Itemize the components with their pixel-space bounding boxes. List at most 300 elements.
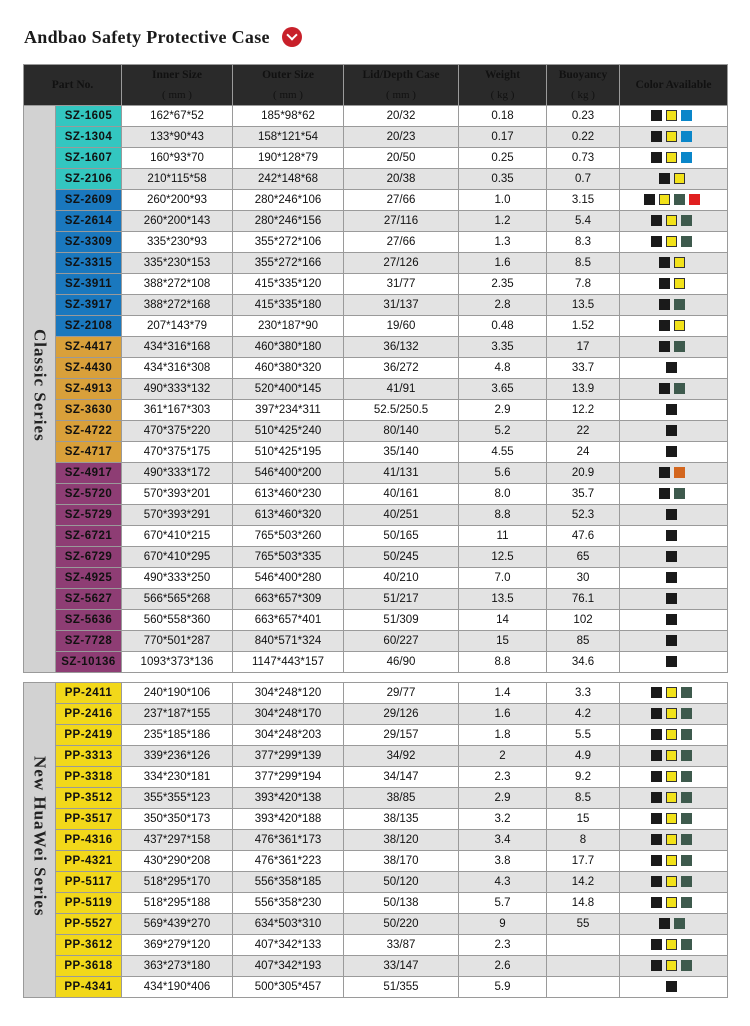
buoyancy-cell: 8.3 bbox=[547, 232, 620, 253]
inner-cell: 518*295*170 bbox=[122, 872, 233, 893]
color-available-cell bbox=[620, 893, 728, 914]
buoyancy-cell: 13.9 bbox=[547, 379, 620, 400]
color-available-cell bbox=[620, 568, 728, 589]
inner-cell: 363*273*180 bbox=[122, 956, 233, 977]
buoyancy-cell: 7.8 bbox=[547, 274, 620, 295]
color-available-cell bbox=[620, 725, 728, 746]
weight-cell: 1.6 bbox=[459, 704, 547, 725]
lid-cell: 33/87 bbox=[344, 935, 459, 956]
blue-color-swatch bbox=[681, 110, 692, 121]
buoyancy-cell: 4.9 bbox=[547, 746, 620, 767]
black-color-swatch bbox=[651, 771, 662, 782]
buoyancy-cell: 85 bbox=[547, 631, 620, 652]
weight-cell: 0.25 bbox=[459, 148, 547, 169]
inner-cell: 770*501*287 bbox=[122, 631, 233, 652]
part-number-cell: SZ-5729 bbox=[56, 505, 122, 526]
black-color-swatch bbox=[651, 152, 662, 163]
part-number-cell: PP-3612 bbox=[56, 935, 122, 956]
part-number-cell: SZ-3630 bbox=[56, 400, 122, 421]
lid-cell: 40/210 bbox=[344, 568, 459, 589]
part-number-cell: SZ-5636 bbox=[56, 610, 122, 631]
inner-cell: 569*439*270 bbox=[122, 914, 233, 935]
part-number-cell: SZ-1605 bbox=[56, 106, 122, 127]
lid-cell: 36/272 bbox=[344, 358, 459, 379]
color-available-cell bbox=[620, 190, 728, 211]
black-color-swatch bbox=[659, 257, 670, 268]
outer-cell: 355*272*106 bbox=[233, 232, 344, 253]
yellow-color-swatch bbox=[666, 897, 677, 908]
green-color-swatch bbox=[681, 708, 692, 719]
lid-cell: 50/120 bbox=[344, 872, 459, 893]
weight-cell: 1.4 bbox=[459, 683, 547, 704]
outer-cell: 460*380*180 bbox=[233, 337, 344, 358]
weight-cell: 0.18 bbox=[459, 106, 547, 127]
inner-cell: 518*295*188 bbox=[122, 893, 233, 914]
outer-cell: 476*361*173 bbox=[233, 830, 344, 851]
yellow-color-swatch bbox=[666, 813, 677, 824]
color-available-cell bbox=[620, 547, 728, 568]
black-color-swatch bbox=[651, 792, 662, 803]
black-color-swatch bbox=[666, 425, 677, 436]
lid-cell: 36/132 bbox=[344, 337, 459, 358]
color-available-cell bbox=[620, 610, 728, 631]
part-number-cell: SZ-5627 bbox=[56, 589, 122, 610]
lid-cell: 19/60 bbox=[344, 316, 459, 337]
inner-cell: 260*200*93 bbox=[122, 190, 233, 211]
table-row bbox=[24, 148, 728, 169]
green-color-swatch bbox=[674, 383, 685, 394]
buoyancy-cell: 13.5 bbox=[547, 295, 620, 316]
outer-cell: 415*335*180 bbox=[233, 295, 344, 316]
table-row bbox=[24, 893, 728, 914]
table-row bbox=[24, 652, 728, 673]
outer-cell: 393*420*138 bbox=[233, 788, 344, 809]
black-color-swatch bbox=[651, 960, 662, 971]
table-row bbox=[24, 442, 728, 463]
black-color-swatch bbox=[666, 635, 677, 646]
outer-cell: 613*460*320 bbox=[233, 505, 344, 526]
inner-cell: 1093*373*136 bbox=[122, 652, 233, 673]
black-color-swatch bbox=[666, 593, 677, 604]
black-color-swatch bbox=[666, 509, 677, 520]
lid-cell: 31/77 bbox=[344, 274, 459, 295]
weight-cell: 15 bbox=[459, 631, 547, 652]
buoyancy-cell bbox=[547, 977, 620, 998]
header-part-no: Part No. bbox=[24, 65, 122, 106]
inner-cell: 434*316*168 bbox=[122, 337, 233, 358]
part-number-cell: SZ-4913 bbox=[56, 379, 122, 400]
outer-cell: 663*657*309 bbox=[233, 589, 344, 610]
table-row bbox=[24, 935, 728, 956]
color-available-cell bbox=[620, 463, 728, 484]
color-available-cell bbox=[620, 589, 728, 610]
black-color-swatch bbox=[666, 981, 677, 992]
color-available-cell bbox=[620, 683, 728, 704]
color-available-cell bbox=[620, 914, 728, 935]
header-lid-depth: Lid/Depth Case ( mm ) bbox=[344, 65, 459, 106]
black-color-swatch bbox=[644, 194, 655, 205]
weight-cell: 14 bbox=[459, 610, 547, 631]
outer-cell: 415*335*120 bbox=[233, 274, 344, 295]
buoyancy-cell: 30 bbox=[547, 568, 620, 589]
lid-cell: 31/137 bbox=[344, 295, 459, 316]
black-color-swatch bbox=[651, 215, 662, 226]
color-available-cell bbox=[620, 379, 728, 400]
part-number-cell: SZ-3309 bbox=[56, 232, 122, 253]
lid-cell: 38/170 bbox=[344, 851, 459, 872]
weight-cell: 0.48 bbox=[459, 316, 547, 337]
table-row bbox=[24, 746, 728, 767]
black-color-swatch bbox=[659, 918, 670, 929]
weight-cell: 2.6 bbox=[459, 956, 547, 977]
outer-cell: 304*248*170 bbox=[233, 704, 344, 725]
lid-cell: 50/138 bbox=[344, 893, 459, 914]
inner-cell: 160*93*70 bbox=[122, 148, 233, 169]
green-color-swatch bbox=[674, 341, 685, 352]
page-title bbox=[24, 24, 302, 50]
yellow-color-swatch bbox=[666, 750, 677, 761]
color-available-cell bbox=[620, 767, 728, 788]
buoyancy-cell: 12.2 bbox=[547, 400, 620, 421]
buoyancy-cell: 3.15 bbox=[547, 190, 620, 211]
table-row bbox=[24, 211, 728, 232]
color-available-cell bbox=[620, 526, 728, 547]
part-number-cell: SZ-4430 bbox=[56, 358, 122, 379]
yellow-color-swatch bbox=[666, 771, 677, 782]
outer-cell: 355*272*166 bbox=[233, 253, 344, 274]
lid-cell: 40/161 bbox=[344, 484, 459, 505]
lid-cell: 41/131 bbox=[344, 463, 459, 484]
color-available-cell bbox=[620, 505, 728, 526]
weight-cell: 5.2 bbox=[459, 421, 547, 442]
outer-cell: 407*342*133 bbox=[233, 935, 344, 956]
inner-cell: 335*230*153 bbox=[122, 253, 233, 274]
yellow-color-swatch bbox=[666, 236, 677, 247]
part-number-cell: SZ-1607 bbox=[56, 148, 122, 169]
part-number-cell: PP-2416 bbox=[56, 704, 122, 725]
buoyancy-cell: 24 bbox=[547, 442, 620, 463]
buoyancy-cell: 8.5 bbox=[547, 788, 620, 809]
color-available-cell bbox=[620, 127, 728, 148]
table-row bbox=[24, 190, 728, 211]
table-row bbox=[24, 421, 728, 442]
table-header-row bbox=[24, 65, 728, 106]
outer-cell: 840*571*324 bbox=[233, 631, 344, 652]
huawei-series-body bbox=[24, 683, 728, 998]
table-row bbox=[24, 589, 728, 610]
outer-cell: 397*234*311 bbox=[233, 400, 344, 421]
black-color-swatch bbox=[651, 729, 662, 740]
table-row bbox=[24, 977, 728, 998]
part-number-cell: PP-4341 bbox=[56, 977, 122, 998]
weight-cell: 2.3 bbox=[459, 935, 547, 956]
weight-cell: 3.35 bbox=[459, 337, 547, 358]
table-row bbox=[24, 253, 728, 274]
lid-cell: 41/91 bbox=[344, 379, 459, 400]
buoyancy-cell: 0.23 bbox=[547, 106, 620, 127]
buoyancy-cell: 3.3 bbox=[547, 683, 620, 704]
lid-cell: 33/147 bbox=[344, 956, 459, 977]
black-color-swatch bbox=[659, 467, 670, 478]
outer-cell: 663*657*401 bbox=[233, 610, 344, 631]
weight-cell: 0.35 bbox=[459, 169, 547, 190]
outer-cell: 304*248*120 bbox=[233, 683, 344, 704]
header-outer-size: Outer Size ( mm ) bbox=[233, 65, 344, 106]
part-number-cell: SZ-6721 bbox=[56, 526, 122, 547]
color-available-cell bbox=[620, 484, 728, 505]
weight-cell: 3.65 bbox=[459, 379, 547, 400]
part-number-cell: SZ-4717 bbox=[56, 442, 122, 463]
table-row bbox=[24, 830, 728, 851]
inner-cell: 670*410*215 bbox=[122, 526, 233, 547]
yellow-color-swatch bbox=[674, 257, 685, 268]
table-row bbox=[24, 526, 728, 547]
inner-cell: 470*375*220 bbox=[122, 421, 233, 442]
inner-cell: 361*167*303 bbox=[122, 400, 233, 421]
blue-color-swatch bbox=[681, 152, 692, 163]
lid-cell: 29/157 bbox=[344, 725, 459, 746]
outer-cell: 510*425*240 bbox=[233, 421, 344, 442]
black-color-swatch bbox=[659, 341, 670, 352]
part-number-cell: SZ-2609 bbox=[56, 190, 122, 211]
inner-cell: 570*393*291 bbox=[122, 505, 233, 526]
lid-cell: 80/140 bbox=[344, 421, 459, 442]
table-row bbox=[24, 358, 728, 379]
green-color-swatch bbox=[681, 236, 692, 247]
yellow-color-swatch bbox=[666, 876, 677, 887]
outer-cell: 377*299*194 bbox=[233, 767, 344, 788]
buoyancy-cell: 17 bbox=[547, 337, 620, 358]
blue-color-swatch bbox=[681, 131, 692, 142]
weight-cell: 2.9 bbox=[459, 400, 547, 421]
weight-cell: 7.0 bbox=[459, 568, 547, 589]
table-row bbox=[24, 232, 728, 253]
color-available-cell bbox=[620, 274, 728, 295]
weight-cell: 2 bbox=[459, 746, 547, 767]
weight-cell: 1.6 bbox=[459, 253, 547, 274]
lid-cell: 51/355 bbox=[344, 977, 459, 998]
green-color-swatch bbox=[681, 729, 692, 740]
buoyancy-cell: 76.1 bbox=[547, 589, 620, 610]
buoyancy-cell: 22 bbox=[547, 421, 620, 442]
yellow-color-swatch bbox=[674, 173, 685, 184]
huawei-series-table bbox=[23, 682, 728, 998]
black-color-swatch bbox=[659, 278, 670, 289]
black-color-swatch bbox=[666, 530, 677, 541]
yellow-color-swatch bbox=[666, 687, 677, 698]
buoyancy-cell: 102 bbox=[547, 610, 620, 631]
green-color-swatch bbox=[674, 299, 685, 310]
part-number-cell: SZ-5720 bbox=[56, 484, 122, 505]
lid-cell: 60/227 bbox=[344, 631, 459, 652]
green-color-swatch bbox=[681, 215, 692, 226]
outer-cell: 158*121*54 bbox=[233, 127, 344, 148]
inner-cell: 566*565*268 bbox=[122, 589, 233, 610]
black-color-swatch bbox=[666, 551, 677, 562]
part-number-cell: SZ-4925 bbox=[56, 568, 122, 589]
inner-cell: 430*290*208 bbox=[122, 851, 233, 872]
buoyancy-cell: 8 bbox=[547, 830, 620, 851]
black-color-swatch bbox=[651, 939, 662, 950]
page-title-text: Andbao Safety Protective Case bbox=[24, 26, 270, 47]
lid-cell: 38/120 bbox=[344, 830, 459, 851]
weight-cell: 3.2 bbox=[459, 809, 547, 830]
buoyancy-cell: 5.5 bbox=[547, 725, 620, 746]
color-available-cell bbox=[620, 830, 728, 851]
table-row bbox=[24, 788, 728, 809]
inner-cell: 560*558*360 bbox=[122, 610, 233, 631]
outer-cell: 546*400*280 bbox=[233, 568, 344, 589]
lid-cell: 20/32 bbox=[344, 106, 459, 127]
yellow-color-swatch bbox=[666, 215, 677, 226]
buoyancy-cell: 47.6 bbox=[547, 526, 620, 547]
black-color-swatch bbox=[659, 320, 670, 331]
weight-cell: 2.35 bbox=[459, 274, 547, 295]
table-row bbox=[24, 631, 728, 652]
color-available-cell bbox=[620, 977, 728, 998]
inner-cell: 210*115*58 bbox=[122, 169, 233, 190]
buoyancy-cell: 15 bbox=[547, 809, 620, 830]
black-color-swatch bbox=[651, 708, 662, 719]
color-available-cell bbox=[620, 442, 728, 463]
buoyancy-cell: 35.7 bbox=[547, 484, 620, 505]
part-number-cell: SZ-6729 bbox=[56, 547, 122, 568]
green-color-swatch bbox=[681, 813, 692, 824]
yellow-color-swatch bbox=[666, 960, 677, 971]
lid-cell: 29/77 bbox=[344, 683, 459, 704]
color-available-cell bbox=[620, 851, 728, 872]
color-available-cell bbox=[620, 935, 728, 956]
lid-cell: 35/140 bbox=[344, 442, 459, 463]
green-color-swatch bbox=[674, 194, 685, 205]
lid-cell: 34/147 bbox=[344, 767, 459, 788]
part-number-cell: PP-3517 bbox=[56, 809, 122, 830]
color-available-cell bbox=[620, 704, 728, 725]
weight-cell: 0.17 bbox=[459, 127, 547, 148]
table-row bbox=[24, 484, 728, 505]
green-color-swatch bbox=[681, 897, 692, 908]
buoyancy-cell: 55 bbox=[547, 914, 620, 935]
green-color-swatch bbox=[674, 488, 685, 499]
color-available-cell bbox=[620, 316, 728, 337]
color-available-cell bbox=[620, 788, 728, 809]
color-available-cell bbox=[620, 253, 728, 274]
table-row bbox=[24, 851, 728, 872]
color-available-cell bbox=[620, 421, 728, 442]
weight-cell: 2.8 bbox=[459, 295, 547, 316]
inner-cell: 388*272*108 bbox=[122, 274, 233, 295]
weight-cell: 8.8 bbox=[459, 652, 547, 673]
part-number-cell: SZ-10136 bbox=[56, 652, 122, 673]
part-number-cell: SZ-3315 bbox=[56, 253, 122, 274]
part-number-cell: PP-5117 bbox=[56, 872, 122, 893]
part-number-cell: SZ-4722 bbox=[56, 421, 122, 442]
header-weight: Weight ( kg ) bbox=[459, 65, 547, 106]
buoyancy-cell: 0.22 bbox=[547, 127, 620, 148]
part-number-cell: PP-3512 bbox=[56, 788, 122, 809]
buoyancy-cell: 14.8 bbox=[547, 893, 620, 914]
black-color-swatch bbox=[659, 488, 670, 499]
weight-cell: 12.5 bbox=[459, 547, 547, 568]
buoyancy-cell: 9.2 bbox=[547, 767, 620, 788]
classic-series-table bbox=[23, 64, 728, 673]
yellow-color-swatch bbox=[666, 834, 677, 845]
weight-cell: 4.55 bbox=[459, 442, 547, 463]
lid-cell: 27/126 bbox=[344, 253, 459, 274]
inner-cell: 133*90*43 bbox=[122, 127, 233, 148]
outer-cell: 242*148*68 bbox=[233, 169, 344, 190]
inner-cell: 339*236*126 bbox=[122, 746, 233, 767]
buoyancy-cell: 14.2 bbox=[547, 872, 620, 893]
inner-cell: 334*230*181 bbox=[122, 767, 233, 788]
red-color-swatch bbox=[689, 194, 700, 205]
outer-cell: 500*305*457 bbox=[233, 977, 344, 998]
outer-cell: 185*98*62 bbox=[233, 106, 344, 127]
chevron-down-icon bbox=[282, 27, 302, 47]
lid-cell: 50/220 bbox=[344, 914, 459, 935]
yellow-color-swatch bbox=[666, 152, 677, 163]
table-row bbox=[24, 914, 728, 935]
lid-cell: 46/90 bbox=[344, 652, 459, 673]
yellow-color-swatch bbox=[666, 110, 677, 121]
weight-cell: 1.0 bbox=[459, 190, 547, 211]
green-color-swatch bbox=[681, 771, 692, 782]
part-number-cell: SZ-2614 bbox=[56, 211, 122, 232]
part-number-cell: SZ-3917 bbox=[56, 295, 122, 316]
part-number-cell: SZ-2108 bbox=[56, 316, 122, 337]
buoyancy-cell: 34.6 bbox=[547, 652, 620, 673]
black-color-swatch bbox=[651, 855, 662, 866]
inner-cell: 235*185*186 bbox=[122, 725, 233, 746]
outer-cell: 510*425*195 bbox=[233, 442, 344, 463]
green-color-swatch bbox=[674, 918, 685, 929]
color-available-cell bbox=[620, 337, 728, 358]
green-color-swatch bbox=[681, 876, 692, 887]
color-available-cell bbox=[620, 232, 728, 253]
buoyancy-cell: 4.2 bbox=[547, 704, 620, 725]
inner-cell: 470*375*175 bbox=[122, 442, 233, 463]
lid-cell: 27/66 bbox=[344, 190, 459, 211]
lid-cell: 38/135 bbox=[344, 809, 459, 830]
yellow-color-swatch bbox=[659, 194, 670, 205]
outer-cell: 765*503*260 bbox=[233, 526, 344, 547]
buoyancy-cell: 1.52 bbox=[547, 316, 620, 337]
yellow-color-swatch bbox=[666, 792, 677, 803]
black-color-swatch bbox=[666, 614, 677, 625]
yellow-color-swatch bbox=[666, 131, 677, 142]
table-row bbox=[24, 683, 728, 704]
header-color-available: Color Available bbox=[620, 65, 728, 106]
part-number-cell: PP-5527 bbox=[56, 914, 122, 935]
lid-cell: 50/165 bbox=[344, 526, 459, 547]
buoyancy-cell: 52.3 bbox=[547, 505, 620, 526]
weight-cell: 4.8 bbox=[459, 358, 547, 379]
weight-cell: 4.3 bbox=[459, 872, 547, 893]
lid-cell: 27/116 bbox=[344, 211, 459, 232]
weight-cell: 8.0 bbox=[459, 484, 547, 505]
black-color-swatch bbox=[651, 897, 662, 908]
outer-cell: 634*503*310 bbox=[233, 914, 344, 935]
black-color-swatch bbox=[651, 110, 662, 121]
table-row bbox=[24, 274, 728, 295]
color-available-cell bbox=[620, 169, 728, 190]
table-row bbox=[24, 316, 728, 337]
outer-cell: 546*400*200 bbox=[233, 463, 344, 484]
table-row bbox=[24, 505, 728, 526]
black-color-swatch bbox=[651, 236, 662, 247]
inner-cell: 490*333*172 bbox=[122, 463, 233, 484]
black-color-swatch bbox=[666, 404, 677, 415]
